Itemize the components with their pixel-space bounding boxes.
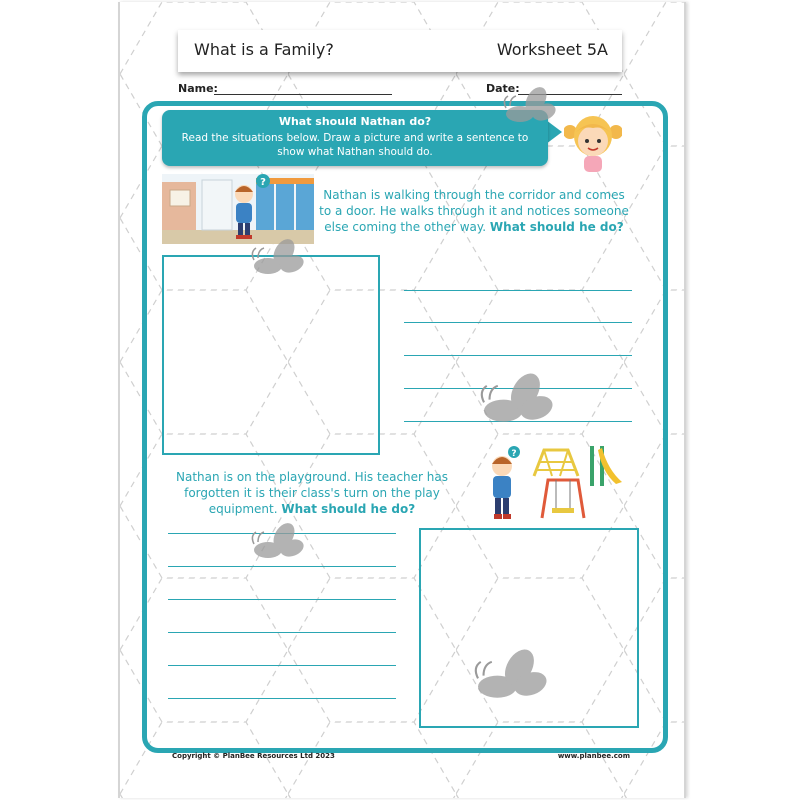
bee-watermark-icon <box>498 86 556 128</box>
writing-line[interactable] <box>404 290 632 291</box>
situation-2-text: Nathan is on the playground. His teacher has forgotten it is their class's turn on the play equipment. <box>176 470 448 516</box>
situation-1-text: Nathan is walking through the corridor and comes to a door. He walks through it and notices someone else coming the other way. <box>319 188 629 234</box>
worksheet-page <box>118 2 686 798</box>
writing-line[interactable] <box>168 698 396 699</box>
name-label: Name: <box>178 82 218 95</box>
slide <box>588 440 624 486</box>
writing-line[interactable] <box>404 355 632 356</box>
worksheet-title: What is a Family? <box>194 40 334 59</box>
header-bar <box>178 30 622 72</box>
name-field[interactable] <box>214 94 392 95</box>
corridor-scene <box>162 174 314 244</box>
writing-line[interactable] <box>168 566 396 567</box>
instructions-title: What should Nathan do? <box>278 115 432 128</box>
situation-2-question: What should he do? <box>281 502 416 516</box>
worksheet-number: Worksheet 5A <box>496 40 608 59</box>
climbing-frame <box>530 444 582 478</box>
svg-text:?: ? <box>260 177 266 188</box>
instructions-banner <box>162 110 548 166</box>
drawing-box-1[interactable] <box>162 255 380 455</box>
copyright-text: Copyright © PlanBee Resources Ltd 2023 <box>172 752 335 760</box>
boy-character <box>486 446 520 522</box>
website-link[interactable]: www.planbee.com <box>557 752 630 760</box>
svg-text:?: ? <box>511 449 517 459</box>
bee-watermark-icon <box>472 372 554 430</box>
writing-line[interactable] <box>404 322 632 323</box>
question-mark-icon <box>256 174 270 188</box>
writing-line[interactable] <box>168 632 396 633</box>
writing-line[interactable] <box>168 665 396 666</box>
situation-2 <box>162 469 462 517</box>
bee-watermark-icon <box>246 522 304 564</box>
bee-watermark-icon <box>246 238 304 280</box>
bee-watermark-icon <box>466 648 548 706</box>
writing-line[interactable] <box>168 599 396 600</box>
situation-1 <box>316 187 632 235</box>
date-label: Date: <box>486 82 520 95</box>
instructions-text: Read the situations below. Draw a picture and write a sentence to show what Nathan should do. <box>181 132 529 158</box>
girl-character <box>564 106 622 174</box>
situation-1-question: What should he do? <box>489 220 624 234</box>
swing <box>538 476 588 520</box>
